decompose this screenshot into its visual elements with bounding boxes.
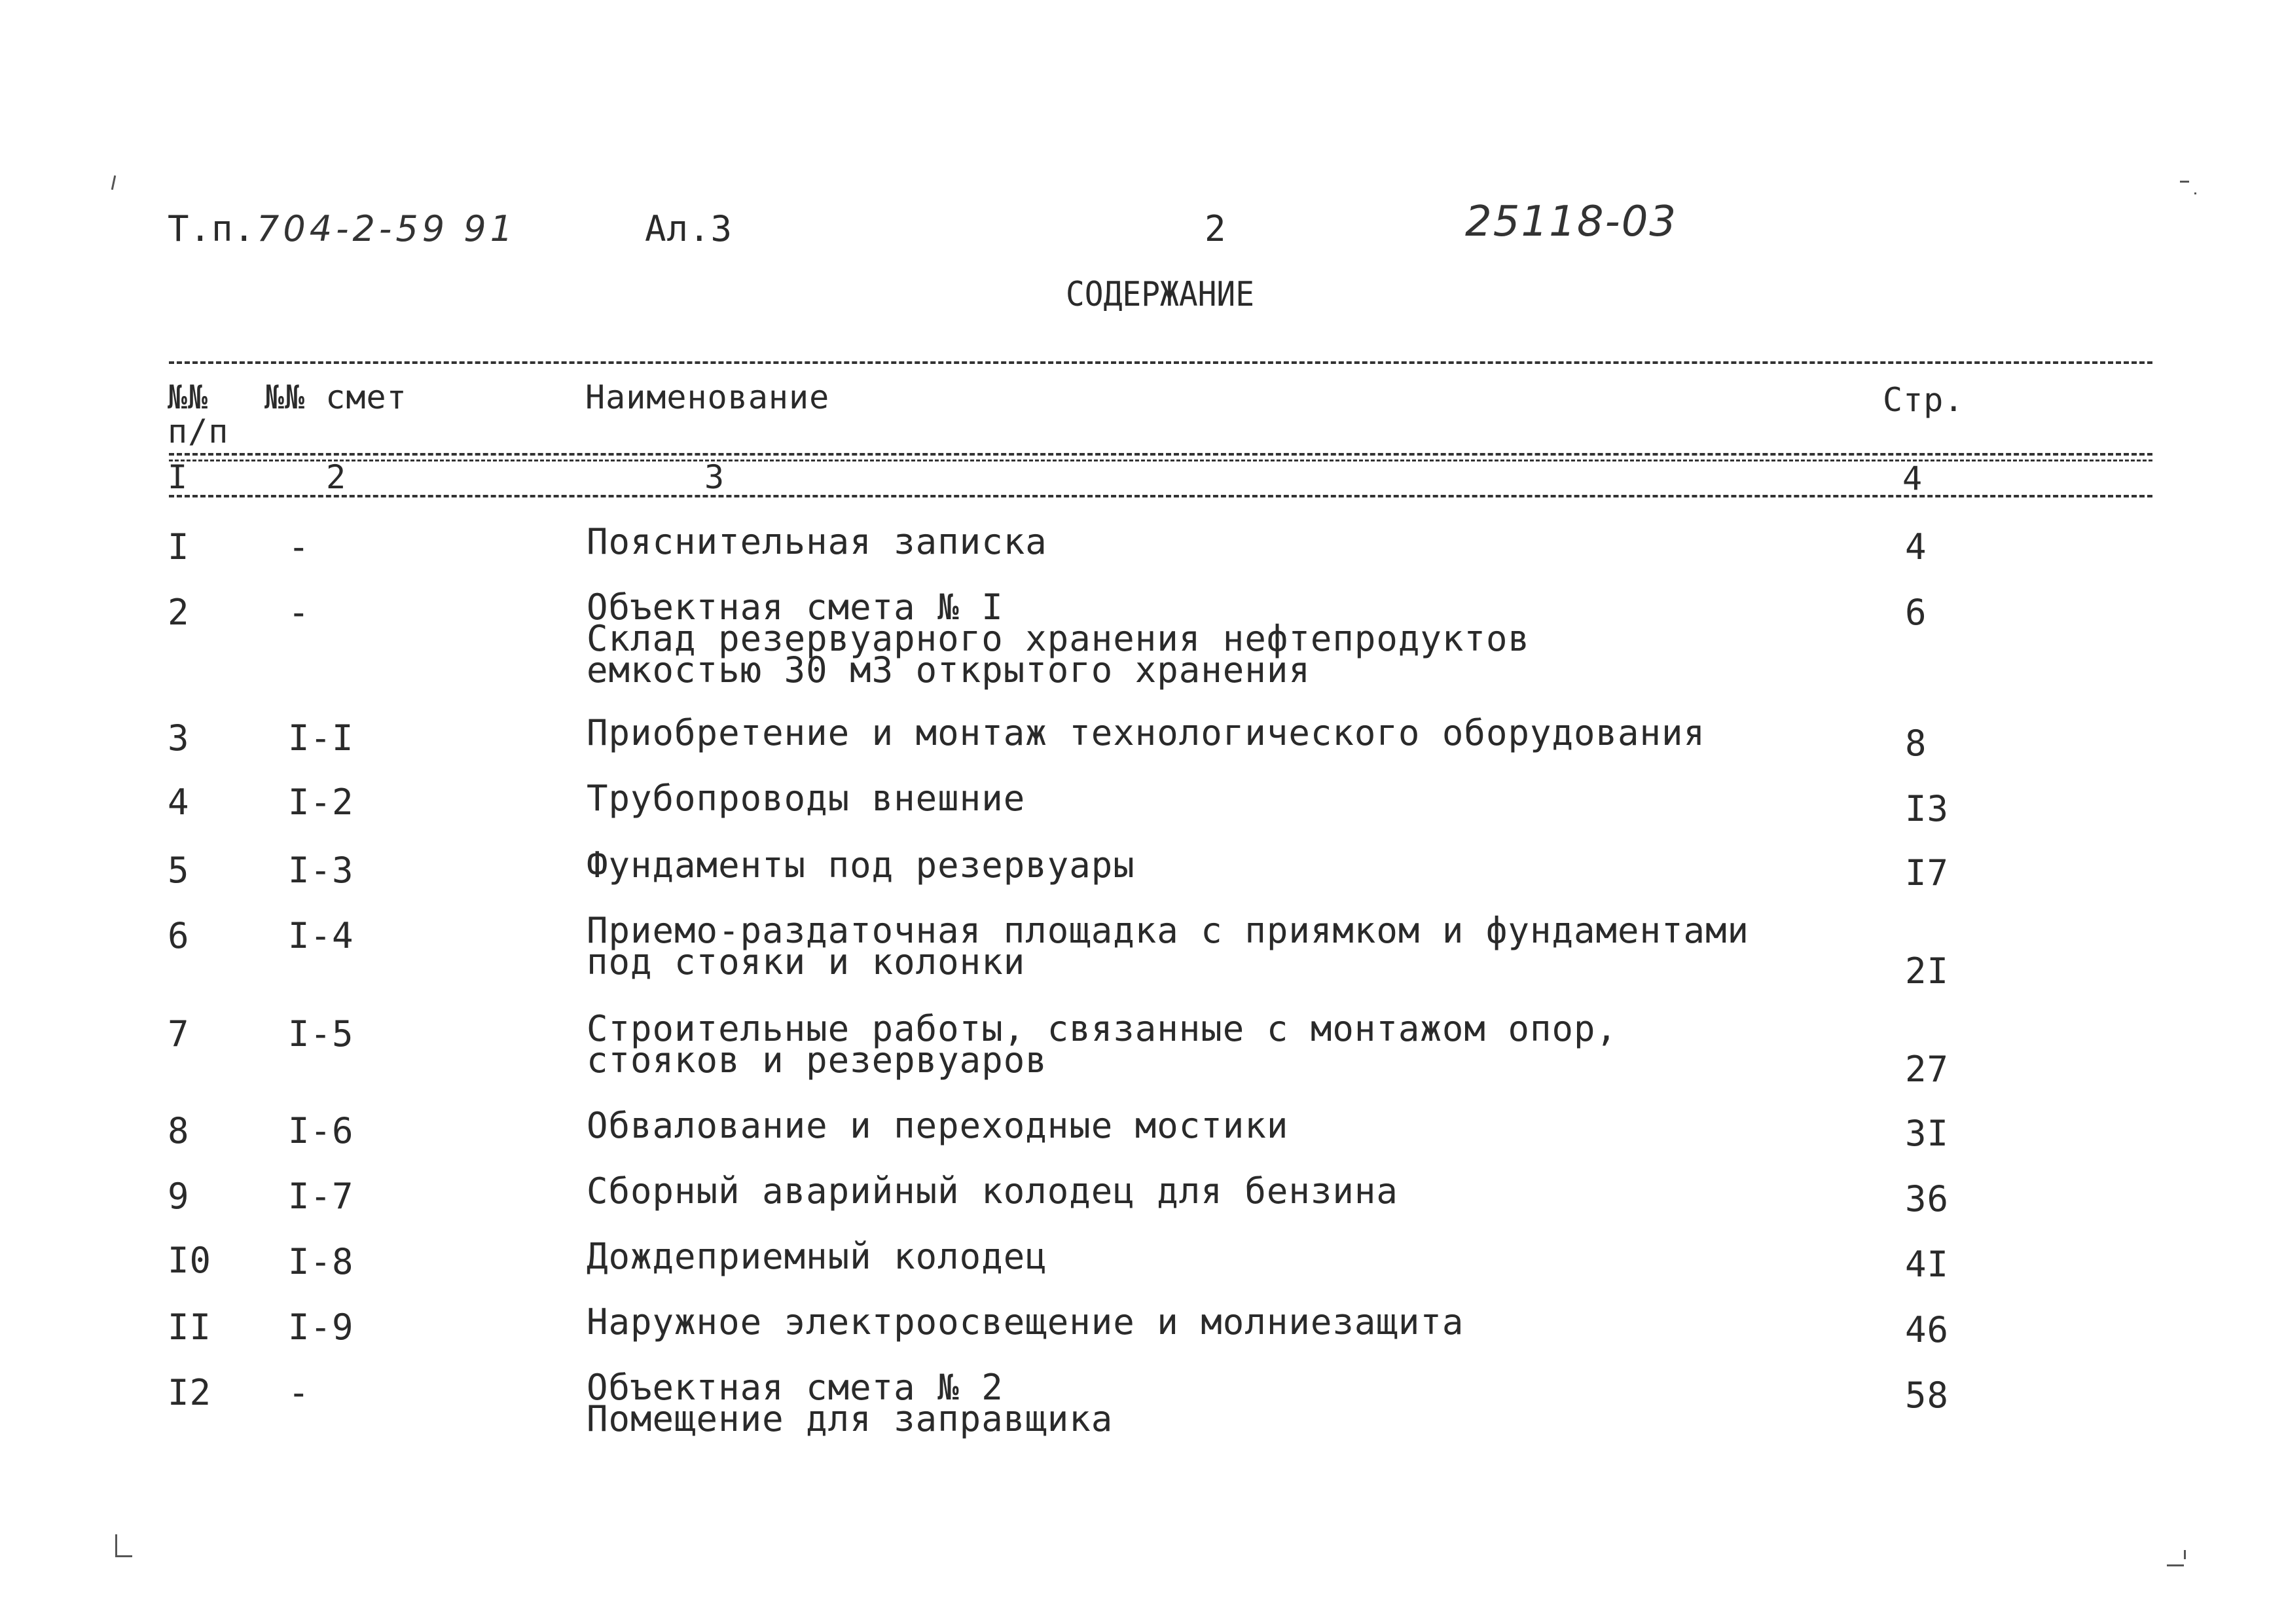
row-number: 4 [168, 782, 190, 823]
index-2: 2 [326, 458, 347, 496]
row-smeta: I-4 [288, 915, 354, 956]
name-header: Наименование [585, 378, 830, 416]
row-name: Объектная смета № 2 Помещение для заправщика [587, 1367, 1114, 1439]
header-bottom-rule [169, 453, 2152, 456]
row-smeta: I-I [288, 717, 354, 759]
row-page: 46 [1905, 1309, 1950, 1350]
tp-number: 704-2-59 91 [257, 208, 517, 249]
row-page: I3 [1905, 788, 1950, 829]
row-name: Трубопроводы внешние [587, 778, 1026, 819]
row-name: Наружное электроосвещение и молниезащита [587, 1301, 1464, 1343]
row-page: I7 [1905, 852, 1950, 893]
row-page: 8 [1905, 723, 1927, 764]
row-name: Приемо-раздаточная площадка с приямком и фундаментами под стояки и колонки [587, 910, 1750, 983]
scan-speck-bottom-right-tick [2184, 1550, 2186, 1559]
row-number: 5 [168, 850, 190, 891]
row-smeta: I-7 [288, 1176, 354, 1217]
scan-speck-top-left [111, 175, 117, 190]
page-number: 2 [1205, 208, 1227, 249]
document-code: 25118-03 [1465, 198, 1678, 246]
row-smeta: I-9 [288, 1307, 354, 1348]
row-name: Объектная смета № I Склад резервуарного хранения нефтепродуктов емкостью 30 м3 открытого хранения [587, 586, 1530, 691]
page-header: Стр. [1883, 381, 1965, 419]
row-smeta: I-5 [288, 1013, 354, 1055]
row-number: 6 [168, 915, 190, 956]
index-4: 4 [1902, 460, 1923, 497]
row-page: 6 [1905, 592, 1927, 633]
table-top-rule [169, 361, 2152, 364]
row-smeta: - [288, 1372, 310, 1413]
row-page: 3I [1905, 1113, 1950, 1154]
row-page: 58 [1905, 1375, 1950, 1416]
row-smeta: - [288, 592, 310, 633]
row-name: Строительные работы, связанные с монтажом опор, стояков и резервуаров [587, 1008, 1618, 1081]
scan-speck-bottom-left [115, 1534, 117, 1557]
row-page: 4 [1905, 526, 1927, 568]
row-number: 7 [168, 1013, 190, 1055]
page-title: СОДЕРЖАНИЕ [1066, 275, 1255, 314]
row-page: 2I [1905, 950, 1950, 992]
row-name: Фундаменты под резервуары [587, 844, 1135, 886]
row-page: 27 [1905, 1049, 1950, 1090]
row-smeta: I-6 [288, 1110, 354, 1151]
scan-speck-top-right [2180, 181, 2189, 183]
row-number: 2 [168, 592, 190, 633]
scan-speck-top-right-dot [2194, 192, 2196, 194]
row-name: Пояснительная записка [587, 521, 1047, 562]
row-number: I [168, 526, 190, 568]
num-header-line2: п/п [168, 412, 229, 450]
row-number: 8 [168, 1110, 190, 1151]
index-bottom-rule [169, 495, 2152, 497]
row-smeta: I-8 [288, 1241, 354, 1282]
index-1: I [168, 458, 189, 496]
index-3: 3 [704, 458, 725, 496]
smeta-header: №№ смет [264, 378, 407, 416]
row-page: 36 [1905, 1178, 1950, 1219]
row-name: Обвалование и переходные мостики [587, 1105, 1289, 1146]
row-name: Приобретение и монтаж технологического оборудования [587, 712, 1706, 753]
row-smeta: I-3 [288, 850, 354, 891]
row-number: II [168, 1307, 212, 1348]
header-bottom-rule-2 [169, 460, 2152, 461]
row-number: I0 [168, 1240, 212, 1281]
scan-speck-bottom-right [2167, 1564, 2184, 1566]
row-name: Сборный аварийный колодец для бензина [587, 1170, 1398, 1212]
row-page: 4I [1905, 1244, 1950, 1285]
row-number: 9 [168, 1176, 190, 1217]
row-smeta: - [288, 526, 310, 568]
num-header-line1: №№ [168, 378, 209, 416]
scan-speck-bottom-left-foot [115, 1555, 132, 1557]
tp-label: Т.п. [168, 208, 256, 249]
row-name: Дождеприемный колодец [587, 1236, 1047, 1277]
row-smeta: I-2 [288, 782, 354, 823]
row-number: 3 [168, 717, 190, 759]
row-number: I2 [168, 1372, 212, 1413]
album-label: Ал.3 [645, 208, 733, 249]
